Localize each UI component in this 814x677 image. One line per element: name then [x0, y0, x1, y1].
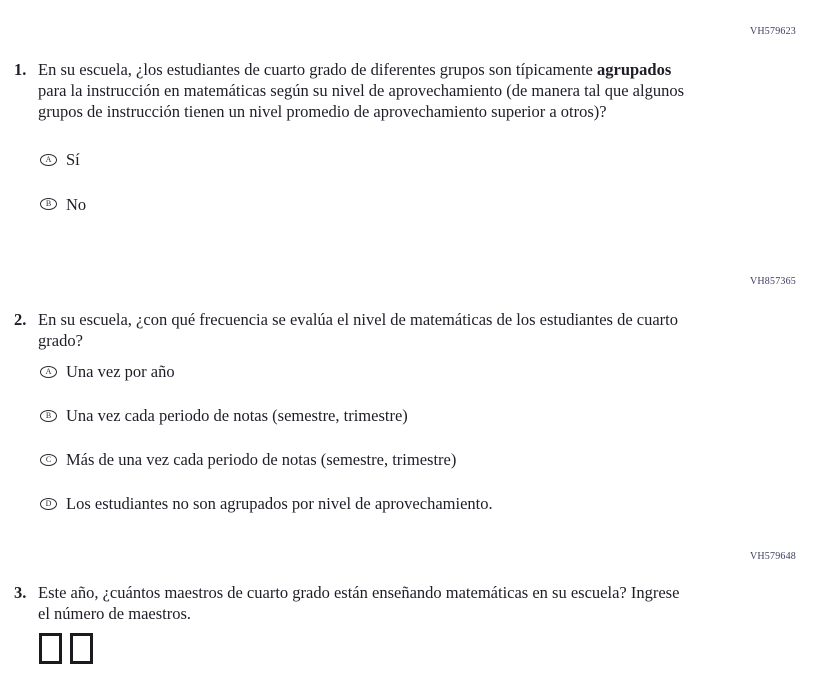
accession-code-3: VH579648 [749, 551, 796, 562]
question-1-option-b [40, 195, 86, 214]
bubble-letter: C [45, 454, 52, 464]
teacher-count-entry [39, 633, 93, 664]
question-1-text-after: para la instrucción en matemáticas según su nivel de aprovechamiento (de manera tal que algunos grupos de instrucción tienen un nivel promedio de aprovechamiento superior a otros)? [38, 81, 685, 121]
option-label: No [66, 194, 87, 214]
question-3 [14, 582, 693, 624]
question-2-number: 2. [14, 310, 27, 329]
question-2-text: En su escuela, ¿con qué frecuencia se evalúa el nivel de matemáticas de los estudiantes de cuarto grado? [38, 310, 679, 350]
question-3-number: 3. [14, 583, 27, 602]
question-1 [14, 59, 693, 122]
question-2-option-d [40, 494, 493, 513]
option-label: Más de una vez cada periodo de notas (semestre, trimestre) [66, 450, 457, 469]
question-1-option-a [40, 150, 86, 169]
question-2-option-c [40, 450, 493, 469]
option-label: Sí [66, 150, 80, 169]
radio-bubble-c-icon[interactable] [40, 454, 57, 466]
accession-code-2: VH857365 [749, 276, 796, 287]
radio-bubble-a-icon[interactable] [40, 366, 57, 378]
bubble-letter: B [45, 410, 52, 420]
question-2 [14, 309, 693, 351]
bubble-letter: A [45, 154, 52, 164]
question-1-text [38, 59, 693, 122]
question-1-text-before: En su escuela, ¿los estudiantes de cuarto grado de diferentes grupos son típicamente [38, 60, 597, 79]
radio-bubble-b-icon[interactable] [40, 198, 57, 210]
digit-box-tens[interactable] [39, 633, 62, 664]
bubble-letter: D [45, 498, 52, 508]
question-3-text: Este año, ¿cuántos maestros de cuarto grado están enseñando matemáticas en su escuela? Ingrese el número de maestros. [38, 583, 680, 623]
question-1-number: 1. [14, 60, 27, 79]
digit-box-ones[interactable] [70, 633, 93, 664]
question-1-text-bold: agrupados [597, 60, 672, 79]
question-2-option-b [40, 406, 493, 425]
bubble-letter: A [45, 366, 52, 376]
radio-bubble-b-icon[interactable] [40, 410, 57, 422]
option-label: Una vez por año [66, 362, 175, 381]
radio-bubble-d-icon[interactable] [40, 498, 57, 510]
question-1-options [40, 150, 86, 226]
bubble-letter: B [45, 199, 52, 208]
question-2-option-a [40, 362, 493, 381]
question-2-options [40, 362, 493, 525]
option-label: Los estudiantes no son agrupados por nivel de aprovechamiento. [66, 494, 493, 513]
option-label: Una vez cada periodo de notas (semestre, trimestre) [66, 406, 408, 425]
radio-bubble-a-icon[interactable] [40, 154, 57, 166]
accession-code-1: VH579623 [749, 26, 796, 37]
